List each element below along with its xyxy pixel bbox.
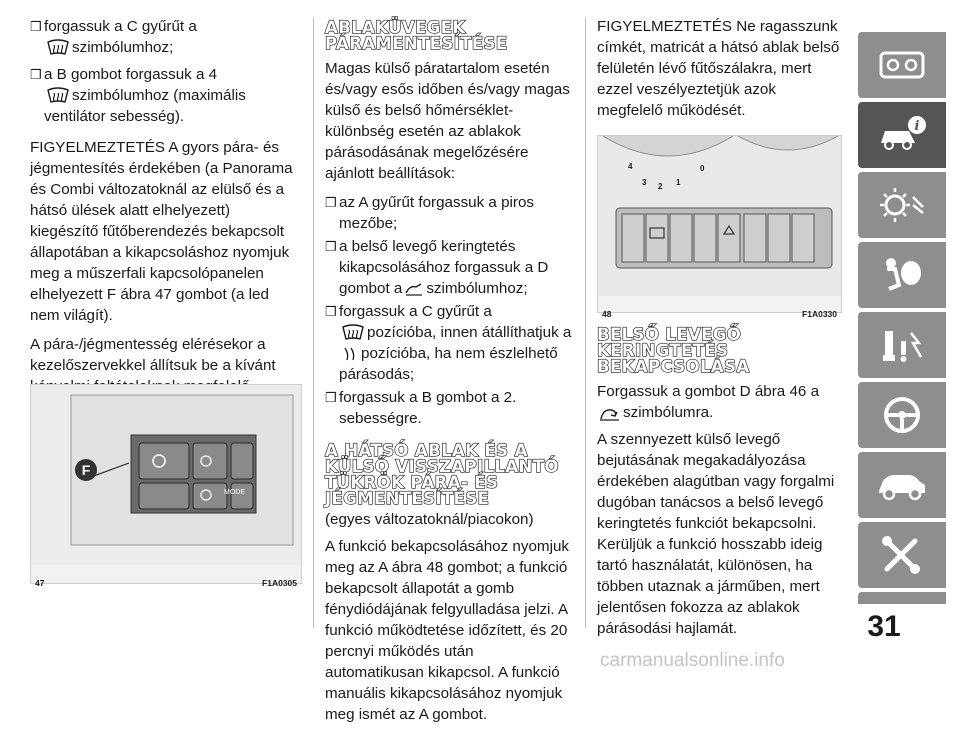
dial-number: 1 bbox=[676, 178, 681, 187]
dial-number: 4 bbox=[628, 162, 633, 171]
page-number: 31 bbox=[867, 610, 901, 643]
column-divider bbox=[313, 18, 314, 628]
sidebar-tab-airbag[interactable] bbox=[858, 242, 946, 308]
list-item-text: forgassuk a C gyűrűt a pozícióba, innen átállíthatjuk a pozícióba, ha nem észlelhető párásodás; bbox=[339, 303, 572, 383]
figure-code: F1A0305 bbox=[262, 578, 297, 588]
warning-lamp-icon bbox=[875, 323, 929, 367]
dial-number: 2 bbox=[658, 182, 663, 191]
car-info-icon bbox=[875, 113, 929, 157]
figure-label-f: F bbox=[75, 459, 97, 481]
column-3 bbox=[597, 16, 842, 647]
checkbox-bullet-icon: ❒ bbox=[30, 67, 42, 82]
paragraph: A szennyezett külső levegő bejutásának megakadályozása érdekében alagútban vagy forgalmi dugóban tanácsos a belső levegő keringtetés funkciót bekapcsolni. Kerüljük a funkció hosszabb ideig tartó használatát, különösen, ha többen utaznak a járműben, mert jelentősen fokozza az ablakok párásodási hajlamát. bbox=[597, 431, 835, 637]
checkbox-bullet-icon: ❒ bbox=[325, 239, 337, 254]
sidebar-tab-steering[interactable] bbox=[858, 382, 946, 448]
figure-number: 47 bbox=[35, 578, 45, 588]
face-feet-icon bbox=[341, 346, 359, 362]
paragraph: Magas külső páratartalom esetén és/vagy esős időben és/vagy magas külső és belső hőmérséklet-különbség esetén az ablakok párásodásának megelőzésére ajánlott beállítások: bbox=[325, 60, 570, 182]
list-item bbox=[325, 387, 573, 429]
figure-code: F1A0330 bbox=[802, 309, 837, 319]
dial-number: 3 bbox=[642, 178, 647, 187]
section-heading: BELSŐ LEVEGŐ KERINGTETÉS BEKAPCSOLÁSA bbox=[597, 325, 750, 376]
svg-text:i: i bbox=[914, 119, 920, 134]
paragraph: A funkció bekapcsolásához nyomjuk meg az A ábra 48 gombot; a funkció bekapcsolt állapotát a gomb fénydiódájának felgyulladása jelzi. A funkció működtetése időzített, és 20 percnyi működés után automatikusan kikapcsol. A funkció manuális kikapcsolásához nyomjuk meg ismét az A gombot. bbox=[325, 538, 569, 723]
dial-number: 0 bbox=[700, 164, 705, 173]
figure-48 bbox=[597, 135, 842, 319]
figure-caption bbox=[31, 571, 301, 596]
sidebar-tab-tools[interactable] bbox=[858, 522, 946, 588]
paragraph: A pára-/jégmentesség elérésekor a kezelőszervekkel állítsuk be a kívánt bbox=[30, 336, 276, 374]
list-item-text: az A gyűrűt forgassuk a piros mezőbe; bbox=[339, 194, 535, 232]
windshield-defrost-icon bbox=[341, 325, 365, 341]
list-item bbox=[30, 64, 302, 127]
checkbox-bullet-icon: ❒ bbox=[325, 390, 337, 405]
dashboard-buttons-illustration bbox=[598, 136, 841, 296]
lights-icon bbox=[875, 183, 929, 227]
checkbox-bullet-icon: ❒ bbox=[325, 304, 337, 319]
windshield-defrost-icon bbox=[46, 88, 70, 104]
sidebar-tab-car-side[interactable] bbox=[858, 452, 946, 518]
outside-air-icon bbox=[404, 283, 424, 297]
switch-panel-illustration bbox=[31, 385, 301, 565]
warning-paragraph: FIGYELMEZTETÉS A gyors pára- és jégmentesítés érdekében (a Panorama és Combi változatoknál az elülső és a hátsó ülések alatt elhelyezett) kiegészítő fűtőberendezés bekapcsolt állapotában a kikapcsoláshoz nyomjuk meg a műszerfali kapcsolópanelen elhelyezett F ábra 47 gombot (a led nem világít). bbox=[30, 139, 293, 324]
sidebar-tab-lights[interactable] bbox=[858, 172, 946, 238]
section-heading: ABLAKÜVEGEK PÁRAMENTESÍTÉSE bbox=[325, 18, 508, 53]
figure-caption bbox=[598, 302, 841, 327]
list-item-text: a B gombot forgassuk a 4 szimbólumhoz (maximális ventilátor sebesség). bbox=[44, 66, 246, 125]
sidebar-tab-dashboard[interactable] bbox=[858, 32, 946, 98]
airbag-icon bbox=[875, 253, 929, 297]
recirculation-icon bbox=[599, 407, 621, 421]
car-dashboard-icon bbox=[875, 43, 929, 87]
list-item-text: forgassuk a B gombot a 2. sebességre. bbox=[339, 389, 517, 427]
figure-number: 48 bbox=[602, 309, 612, 319]
section-subtitle: (egyes változatoknál/piacokon) bbox=[325, 511, 534, 528]
column-1 bbox=[30, 16, 302, 588]
steering-wheel-icon bbox=[875, 393, 929, 437]
list-item bbox=[325, 301, 573, 385]
sidebar-tab-warning-lamps[interactable] bbox=[858, 312, 946, 378]
column-divider bbox=[585, 18, 586, 628]
tools-icon bbox=[875, 533, 929, 577]
list-item-text: a belső levegő keringtetés kikapcsolásához forgassuk a D gombot a szimbólumhoz; bbox=[339, 238, 549, 297]
sidebar-tab-checklist[interactable] bbox=[858, 592, 946, 604]
section-heading: A HÁTSÓ ABLAK ÉS A KÜLSŐ VISSZAPILLANTÓ TÜKRÖK PÁRA- ÉS JÉGMENTESÍTÉSE bbox=[325, 441, 559, 508]
list-item bbox=[325, 236, 573, 299]
windshield-defrost-icon bbox=[46, 40, 70, 56]
list-item bbox=[325, 192, 573, 234]
checkbox-bullet-icon: ❒ bbox=[325, 195, 337, 210]
warning-paragraph: FIGYELMEZTETÉS Ne ragasszunk címkét, matricát a hátsó ablak belső felületén lévő fűtőszálakra, mert ezzel veszélyeztetjük azok megfelelő működését. bbox=[597, 18, 840, 119]
paragraph: Forgassuk a gombot D ábra 46 a szimbólumra. bbox=[597, 383, 820, 421]
watermark: carmanualsonline.info bbox=[600, 650, 785, 671]
car-side-icon bbox=[875, 463, 929, 507]
column-2 bbox=[325, 16, 573, 733]
checkbox-bullet-icon: ❒ bbox=[30, 19, 42, 34]
list-item bbox=[30, 16, 302, 58]
list-item-text: forgassuk a C gyűrűt a szimbólumhoz; bbox=[44, 18, 197, 56]
figure-47 bbox=[30, 384, 302, 588]
mode-label: MODE bbox=[224, 489, 245, 496]
sidebar-tab-car-info[interactable] bbox=[858, 102, 946, 168]
